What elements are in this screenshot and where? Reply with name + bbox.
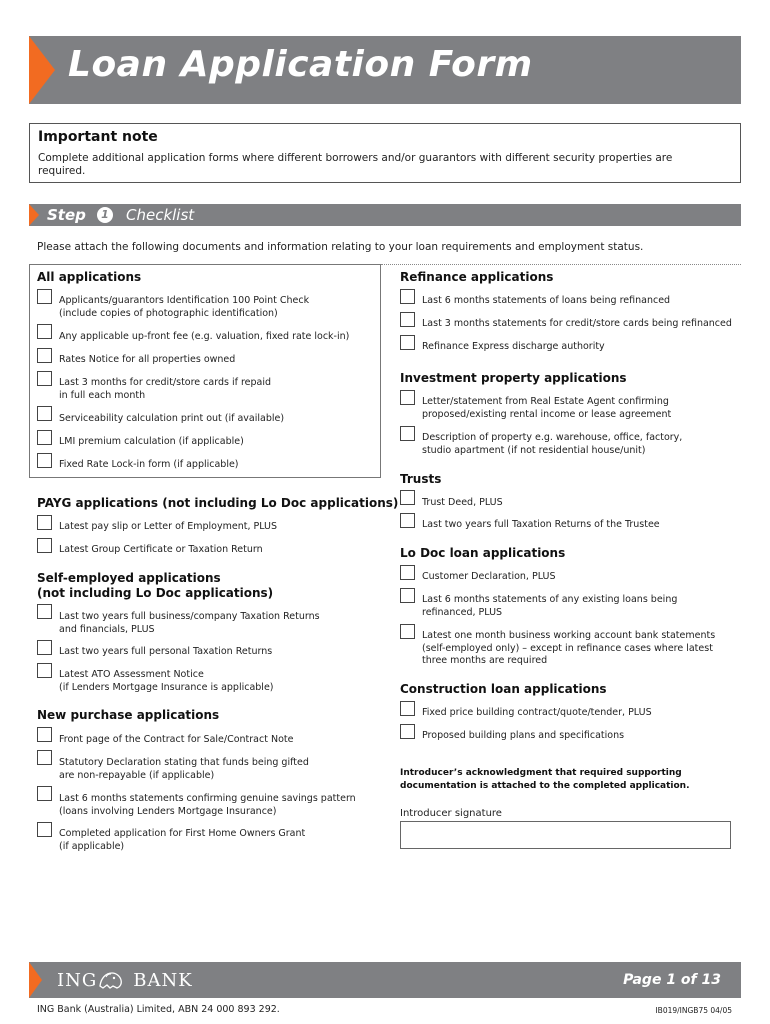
section-title-self-employed: Self-employed applications (not including Lo Doc applications) — [37, 571, 274, 600]
checkbox-personal-tax[interactable] — [37, 640, 52, 655]
item-trust-deed: Trust Deed, PLUS — [422, 497, 503, 508]
section-title-refinance: Refinance applications — [400, 270, 554, 284]
item-refinanced-loans: Last 6 months statements of loans being refinanced — [422, 295, 671, 306]
footer-arrow-icon — [29, 962, 42, 998]
item-bank-statements: Latest one month business working account bank statements (self-employed only) – except in refinance cases where latest three months are required — [422, 630, 716, 666]
item-pay-slip: Latest pay slip or Letter of Employment, PLUS — [59, 521, 278, 532]
title-arrow-icon — [29, 36, 55, 104]
form-code: IB019/INGB75 04/05 — [655, 1006, 732, 1015]
checkbox-refinance-express[interactable] — [400, 335, 415, 350]
checkbox-property-description[interactable] — [400, 426, 415, 441]
section-title-trusts: Trusts — [400, 472, 442, 486]
checkbox-credit-cards[interactable] — [37, 371, 52, 386]
checkbox-building-contract[interactable] — [400, 701, 415, 716]
checkbox-upfront-fee[interactable] — [37, 324, 52, 339]
item-upfront-fee: Any applicable up-front fee (e.g. valuation, fixed rate lock-in) — [59, 331, 350, 342]
checkbox-bank-statements[interactable] — [400, 624, 415, 639]
checkbox-refinanced-cards[interactable] — [400, 312, 415, 327]
page-number: Page 1 of 13 — [623, 972, 721, 988]
item-id-check: Applicants/guarantors Identification 100 Point Check (include copies of photographic identification) — [59, 295, 310, 319]
checkbox-building-plans[interactable] — [400, 724, 415, 739]
page-title: Loan Application Form — [68, 44, 533, 85]
checkbox-lmi[interactable] — [37, 430, 52, 445]
checkbox-contract-page[interactable] — [37, 727, 52, 742]
section-title-construction: Construction loan applications — [400, 682, 607, 696]
item-rates-notice: Rates Notice for all properties owned — [59, 354, 236, 365]
step-title: Checklist — [126, 206, 195, 224]
checkbox-fixed-rate[interactable] — [37, 453, 52, 468]
section-title-investment: Investment property applications — [400, 371, 627, 385]
checkbox-group-certificate[interactable] — [37, 538, 52, 553]
checkbox-pay-slip[interactable] — [37, 515, 52, 530]
item-fixed-rate: Fixed Rate Lock-in form (if applicable) — [59, 459, 239, 470]
checkbox-savings-pattern[interactable] — [37, 786, 52, 801]
lion-icon — [98, 968, 124, 990]
introducer-signature-field[interactable] — [400, 821, 731, 849]
step-label: Step — [47, 206, 86, 224]
item-property-description: Description of property e.g. warehouse, office, factory, studio apartment (if not residential house/unit) — [422, 432, 683, 456]
checkbox-rental-letter[interactable] — [400, 390, 415, 405]
item-building-contract: Fixed price building contract/quote/tender, PLUS — [422, 707, 652, 718]
logo-text-bank: BANK — [133, 970, 193, 991]
intro-text: Please attach the following documents and information relating to your loan requirements and employment status. — [37, 241, 644, 253]
checkbox-serviceability[interactable] — [37, 406, 52, 421]
checkbox-ato-notice[interactable] — [37, 663, 52, 678]
item-personal-tax: Last two years full personal Taxation Returns — [59, 646, 273, 657]
item-customer-declaration: Customer Declaration, PLUS — [422, 571, 556, 582]
divider — [381, 264, 741, 265]
checkbox-statutory-declaration[interactable] — [37, 750, 52, 765]
checkbox-business-tax[interactable] — [37, 604, 52, 619]
item-lmi: LMI premium calculation (if applicable) — [59, 436, 244, 447]
important-note-box — [29, 123, 741, 183]
item-refinance-express: Refinance Express discharge authority — [422, 341, 605, 352]
item-first-home-grant: Completed application for First Home Owners Grant (if applicable) — [59, 828, 306, 852]
item-savings-pattern: Last 6 months statements confirming genuine savings pattern (loans involving Lenders Mortgage Insurance) — [59, 793, 356, 817]
item-group-certificate: Latest Group Certificate or Taxation Return — [59, 544, 263, 555]
section-title-all-applications: All applications — [37, 270, 142, 284]
important-note-title: Important note — [38, 129, 158, 145]
legal-text: ING Bank (Australia) Limited, ABN 24 000 893 292. — [37, 1004, 280, 1015]
checkbox-id-check[interactable] — [37, 289, 52, 304]
checkbox-first-home-grant[interactable] — [37, 822, 52, 837]
item-building-plans: Proposed building plans and specifications — [422, 730, 625, 741]
item-rental-letter: Letter/statement from Real Estate Agent confirming proposed/existing rental income or lease agreement — [422, 396, 672, 420]
checkbox-rates-notice[interactable] — [37, 348, 52, 363]
checkbox-existing-loans[interactable] — [400, 588, 415, 603]
introducer-signature-label: Introducer signature — [400, 808, 502, 819]
checkbox-trustee-tax[interactable] — [400, 513, 415, 528]
section-title-payg: PAYG applications (not including Lo Doc applications) — [37, 496, 399, 510]
checkbox-customer-declaration[interactable] — [400, 565, 415, 580]
section-title-lo-doc: Lo Doc loan applications — [400, 546, 566, 560]
step-number-badge: 1 — [97, 207, 113, 223]
item-serviceability: Serviceability calculation print out (if available) — [59, 413, 285, 424]
ing-bank-logo — [57, 970, 193, 991]
important-note-text: Complete additional application forms where different borrowers and/or guarantors with different security properties are required. — [38, 152, 673, 177]
item-ato-notice: Latest ATO Assessment Notice (if Lenders Mortgage Insurance is applicable) — [59, 669, 274, 693]
item-refinanced-cards: Last 3 months statements for credit/store cards being refinanced — [422, 318, 732, 329]
step-arrow-icon — [29, 204, 39, 226]
item-credit-cards: Last 3 months for credit/store cards if repaid in full each month — [59, 377, 272, 401]
item-business-tax: Last two years full business/company Taxation Returns and financials, PLUS — [59, 611, 320, 635]
item-contract-page: Front page of the Contract for Sale/Contract Note — [59, 734, 294, 745]
logo-text-ing: ING — [57, 970, 98, 991]
item-statutory-declaration: Statutory Declaration stating that funds being gifted are non-repayable (if applicable) — [59, 757, 309, 781]
item-existing-loans: Last 6 months statements of any existing loans being refinanced, PLUS — [422, 594, 678, 618]
introducer-acknowledgment: Introducer’s acknowledgment that required supporting documentation is attached to the completed application. — [400, 768, 690, 791]
checkbox-refinanced-loans[interactable] — [400, 289, 415, 304]
item-trustee-tax: Last two years full Taxation Returns of the Trustee — [422, 519, 660, 530]
checkbox-trust-deed[interactable] — [400, 490, 415, 505]
section-title-new-purchase: New purchase applications — [37, 708, 220, 722]
